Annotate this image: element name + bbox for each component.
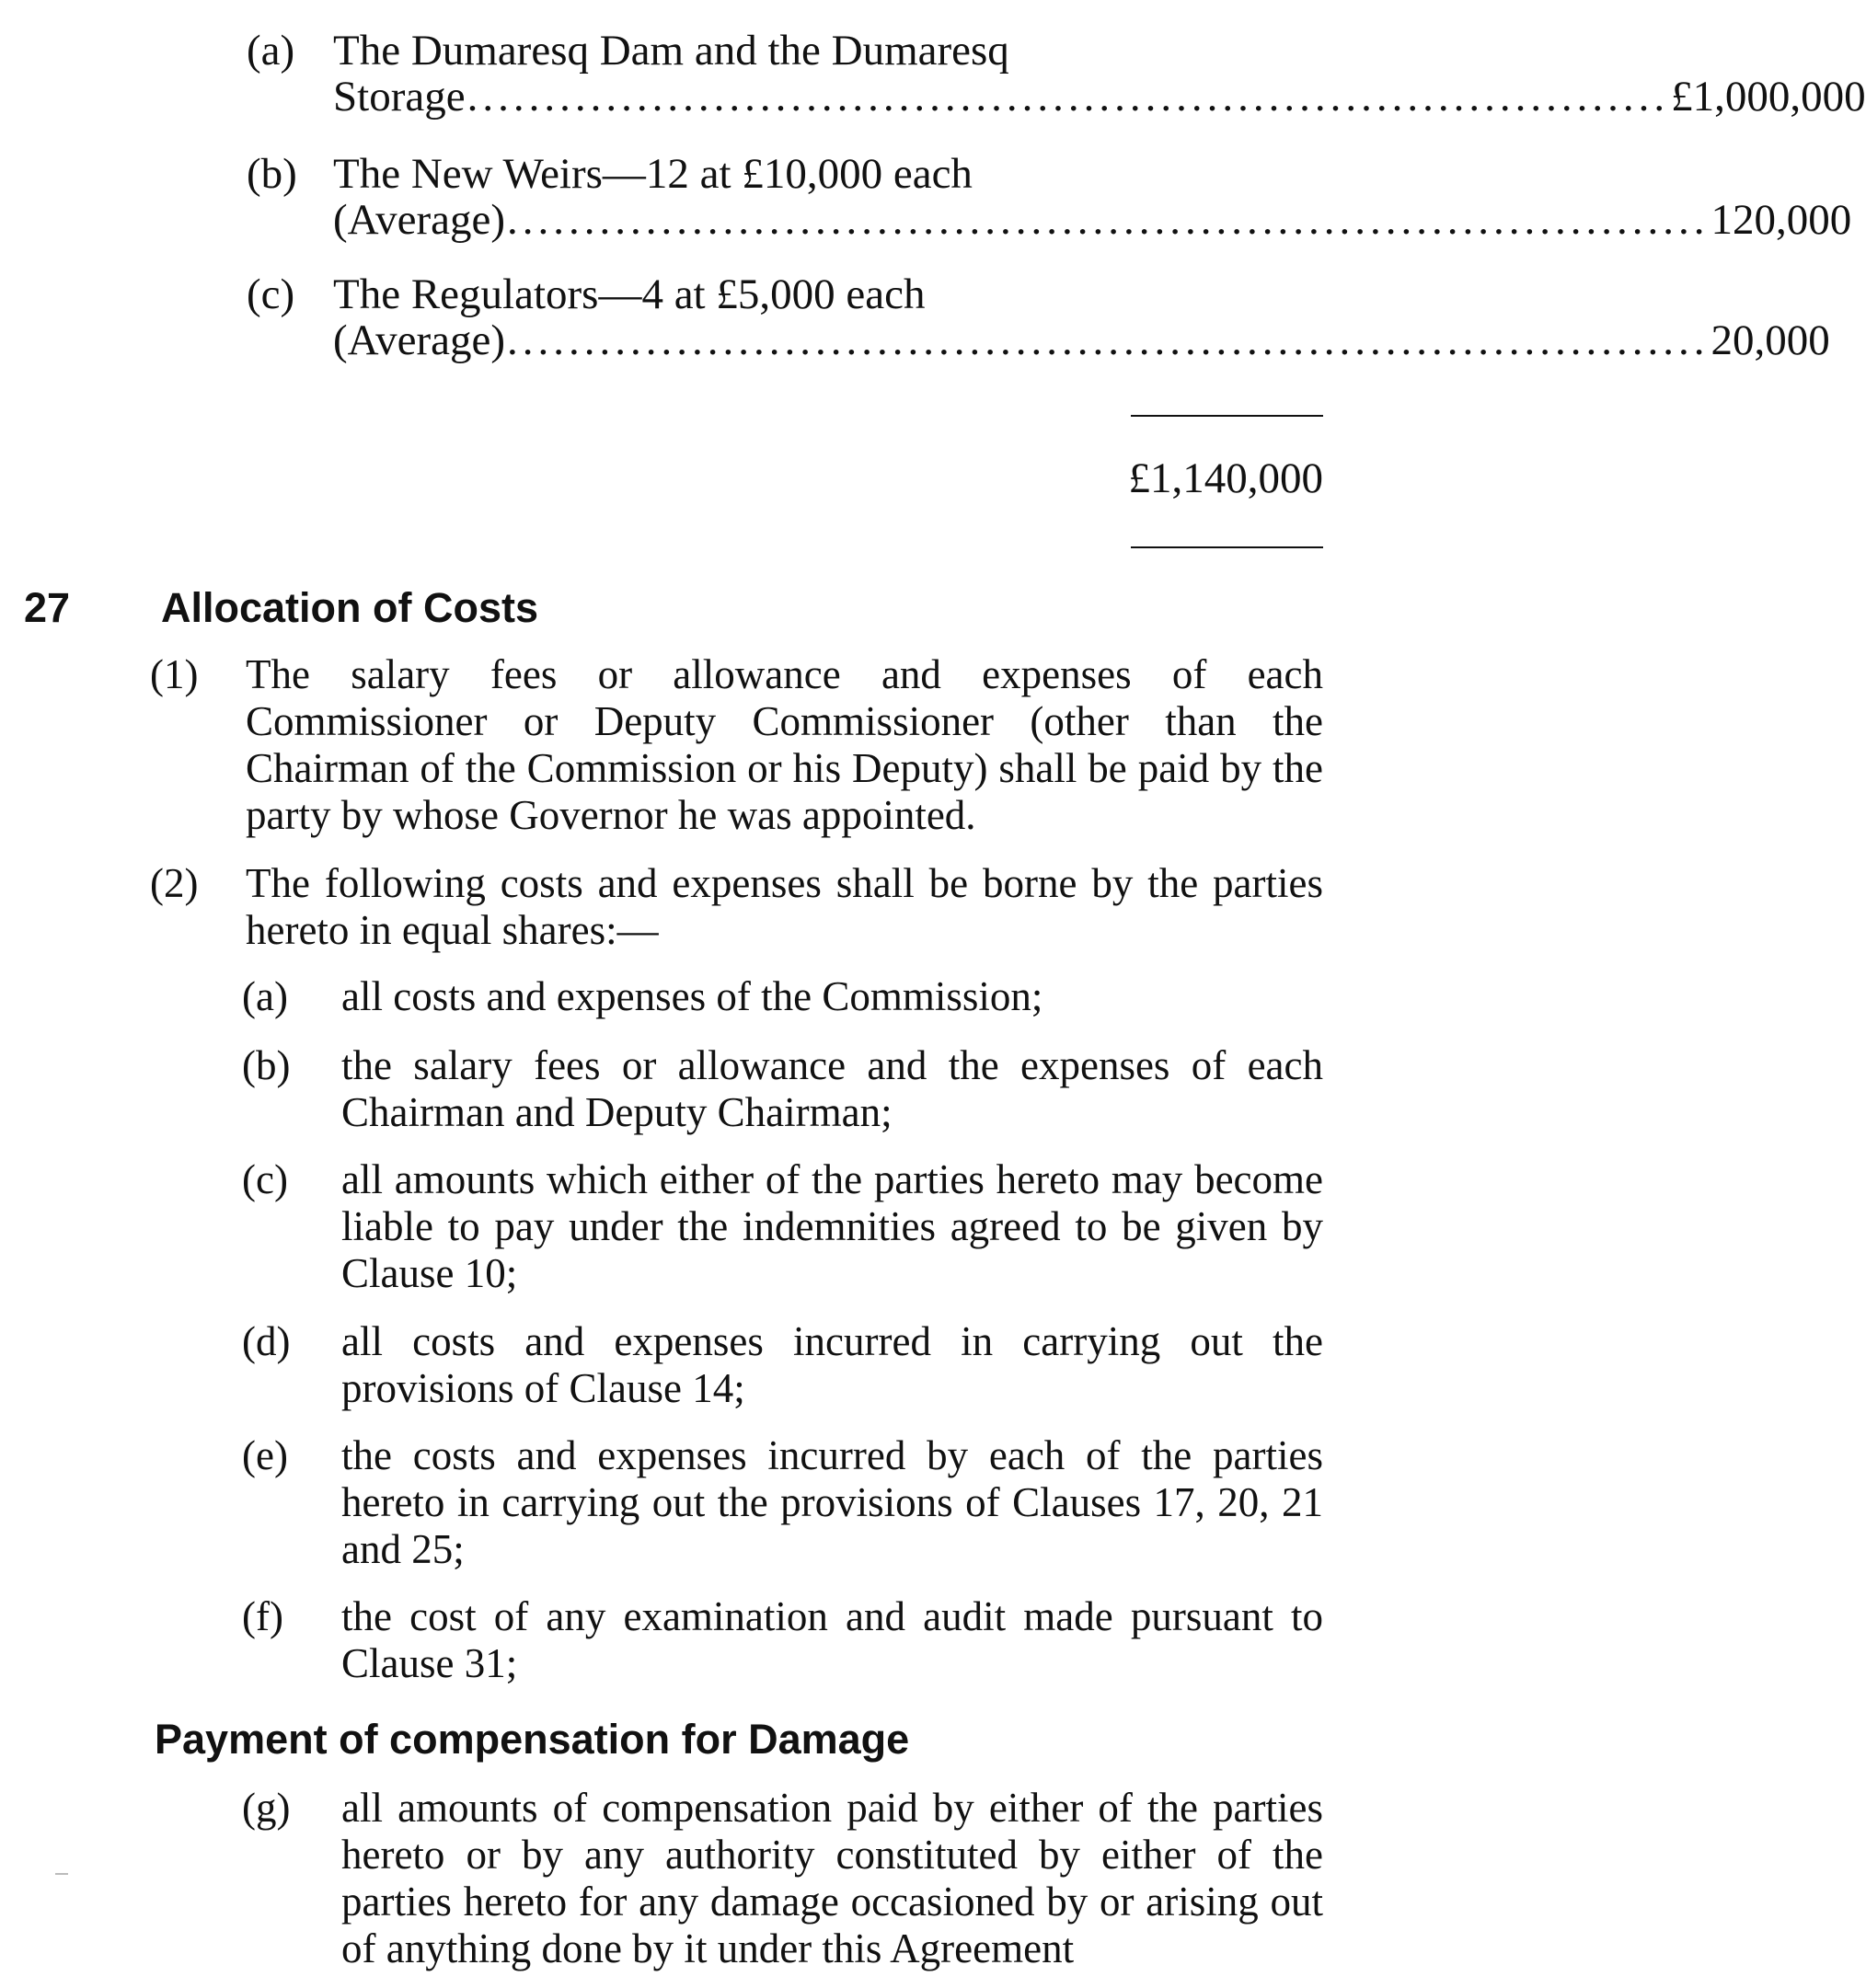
list-item-label: (g) [242, 1785, 291, 1831]
section-number: 27 [24, 584, 71, 631]
list-item-label: (a) [242, 973, 288, 1019]
cost-item-description: The Regulators—4 at £5,000 each [333, 270, 926, 318]
list-item-label: (d) [242, 1318, 291, 1364]
cost-item-description-cont: (Average) [333, 316, 505, 364]
cost-item-amount: £1,000,000 [1671, 73, 1866, 121]
cost-item-label: (a) [247, 27, 295, 75]
cost-item-label: (b) [247, 150, 297, 198]
list-item-label: (f) [242, 1593, 283, 1639]
clause-text: The salary fees or allowance and expenses of each Commissioner or Deputy Commissioner (other than the Chairman of the Commission or his Deputy) shall be paid by the party by whose Governor he was appointed. [246, 651, 1323, 838]
list-item-text: the costs and expenses incurred by each of the parties hereto in carrying out the provisions of Clauses 17, 20, 21 and 25; [341, 1432, 1323, 1572]
clause-text: The following costs and expenses shall be borne by the parties hereto in equal shares:— [246, 860, 1323, 953]
list-item-text: the salary fees or allowance and the expenses of each Chairman and Deputy Chairman; [341, 1042, 1323, 1135]
list-item-c [242, 1156, 1323, 1299]
dot-leader: .............................................................................. [466, 73, 1670, 121]
scan-mark [55, 1873, 68, 1875]
list-item-f [242, 1593, 1323, 1690]
clause-label: (1) [150, 651, 199, 697]
list-item-d [242, 1318, 1323, 1415]
list-item-text: all amounts which either of the parties hereto may become liable to pay under the indemnities agreed to be given by Clause 10; [341, 1156, 1323, 1296]
section-title: Allocation of Costs [161, 584, 539, 631]
costs-total: £1,140,000 [1128, 454, 1323, 502]
list-item-label: (e) [242, 1432, 288, 1478]
list-item-text: all costs and expenses of the Commission; [341, 973, 1043, 1019]
total-rule-top [1131, 415, 1323, 417]
clause-1 [150, 651, 1323, 845]
total-rule-bottom [1131, 546, 1323, 548]
clause-2 [150, 860, 1323, 961]
list-item-text: all amounts of compensation paid by either of the parties hereto or by any authority constituted by either of the parties hereto for any damage occasioned by or arising out of anything done by it under this Agreement [341, 1785, 1323, 1971]
cost-item-description-cont: Storage [333, 73, 466, 121]
cost-item-line [333, 73, 1866, 121]
dot-leader: .............................................................................. [507, 316, 1710, 364]
clause-label: (2) [150, 860, 199, 906]
cost-item-description: The Dumaresq Dam and the Dumaresq [333, 27, 1009, 75]
cost-item-label: (c) [247, 270, 295, 318]
list-item-a [242, 973, 1323, 1024]
cost-item-amount: 120,000 [1710, 196, 1852, 244]
list-item-label: (b) [242, 1042, 291, 1088]
list-item-g [242, 1785, 1323, 1978]
subheading: Payment of compensation for Damage [155, 1716, 910, 1763]
list-item-b [242, 1042, 1323, 1139]
list-item-text: the cost of any examination and audit made pursuant to Clause 31; [341, 1593, 1323, 1686]
list-item-e [242, 1432, 1323, 1575]
dot-leader: .............................................................................. [507, 196, 1710, 244]
list-item-text: all costs and expenses incurred in carrying out the provisions of Clause 14; [341, 1318, 1323, 1411]
list-item-label: (c) [242, 1156, 288, 1202]
cost-item-amount: 20,000 [1710, 316, 1830, 364]
cost-item-description-cont: (Average) [333, 196, 505, 244]
cost-item-line [333, 196, 1852, 244]
cost-item-description: The New Weirs—12 at £10,000 each [333, 150, 973, 198]
cost-item-line [333, 316, 1830, 364]
